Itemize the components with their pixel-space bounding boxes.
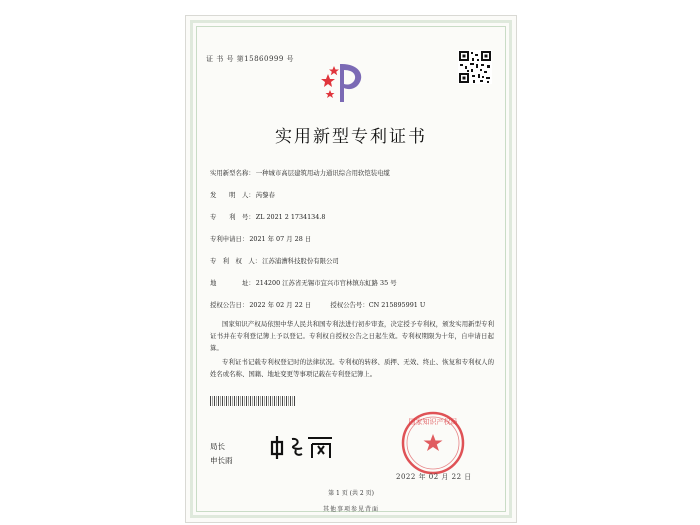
- field-patentee: [210, 256, 339, 265]
- svg-text:国家知识产权局: 国家知识产权局: [408, 418, 458, 426]
- field-label: 实用新型名称：: [210, 169, 255, 177]
- grant-statement-paragraph: 国家知识产权局依照中华人民共和国专利法进行初步审查，决定授予专利权，颁发实用新型专利证书并在专利登记簿上予以登记。专利权自授权公告之日起生效。专利权期限为十年，自申请日起算。: [210, 320, 494, 352]
- field-value: 2021 年 07 月 28 日: [249, 235, 312, 243]
- qr-code-icon: [458, 50, 492, 84]
- field-label: 专 利 号：: [210, 213, 255, 221]
- director-title: 局长: [210, 442, 225, 451]
- field-inventor: [210, 190, 275, 199]
- field-label: 专 利 权 人：: [210, 257, 262, 265]
- official-seal-icon: [400, 410, 466, 476]
- field-address: [210, 278, 397, 287]
- field-label: 地 址：: [210, 279, 255, 287]
- field-label: 专利申请日：: [210, 235, 249, 243]
- certificate-page: [186, 16, 516, 522]
- field-grant-date: [210, 300, 425, 309]
- director-block: [210, 440, 233, 468]
- certificate-number: 证 书 号 第15860999 号: [206, 55, 295, 63]
- seal-date: 2022 年 02 月 22 日: [396, 473, 472, 481]
- field-label: 授权公告日：: [210, 301, 249, 309]
- barcode-icon: [210, 396, 296, 406]
- field-patent-number: [210, 212, 325, 221]
- field-application-date: [210, 234, 311, 243]
- field-value: 江苏浦漕科技股份有限公司: [262, 257, 339, 265]
- field-value: ZL 2021 2 1734134.8: [255, 213, 326, 221]
- field-label: 发 明 人：: [210, 191, 255, 199]
- page-number: 第 1 页 (共 2 页): [328, 490, 374, 497]
- certificate-title: 实用新型专利证书: [275, 127, 427, 147]
- cnipa-logo-icon: [320, 60, 366, 104]
- field-utility-model-name: [210, 168, 390, 177]
- field-value: 芮黎春: [255, 191, 275, 199]
- director-name: 申长雨: [210, 456, 233, 465]
- footer-note: 其他事项参见背面: [322, 506, 379, 513]
- field-value: 214200 江苏省无锡市宜兴市官林镇东虹路 35 号: [255, 279, 397, 287]
- field-value: 一种城市高层建筑用动力通讯综合用软铠装电缆: [255, 169, 390, 177]
- legal-status-paragraph: 专利证书记载专利权登记时的法律状况。专利权的转移、质押、无效、终止、恢复和专利权人的姓名或名称、国籍、地址变更等事项记载在专利登记簿上。: [210, 358, 494, 378]
- director-signature-icon: [268, 434, 342, 460]
- field-value: 2022 年 02 月 22 日 授权公告号：CN 215895991 U: [249, 301, 426, 309]
